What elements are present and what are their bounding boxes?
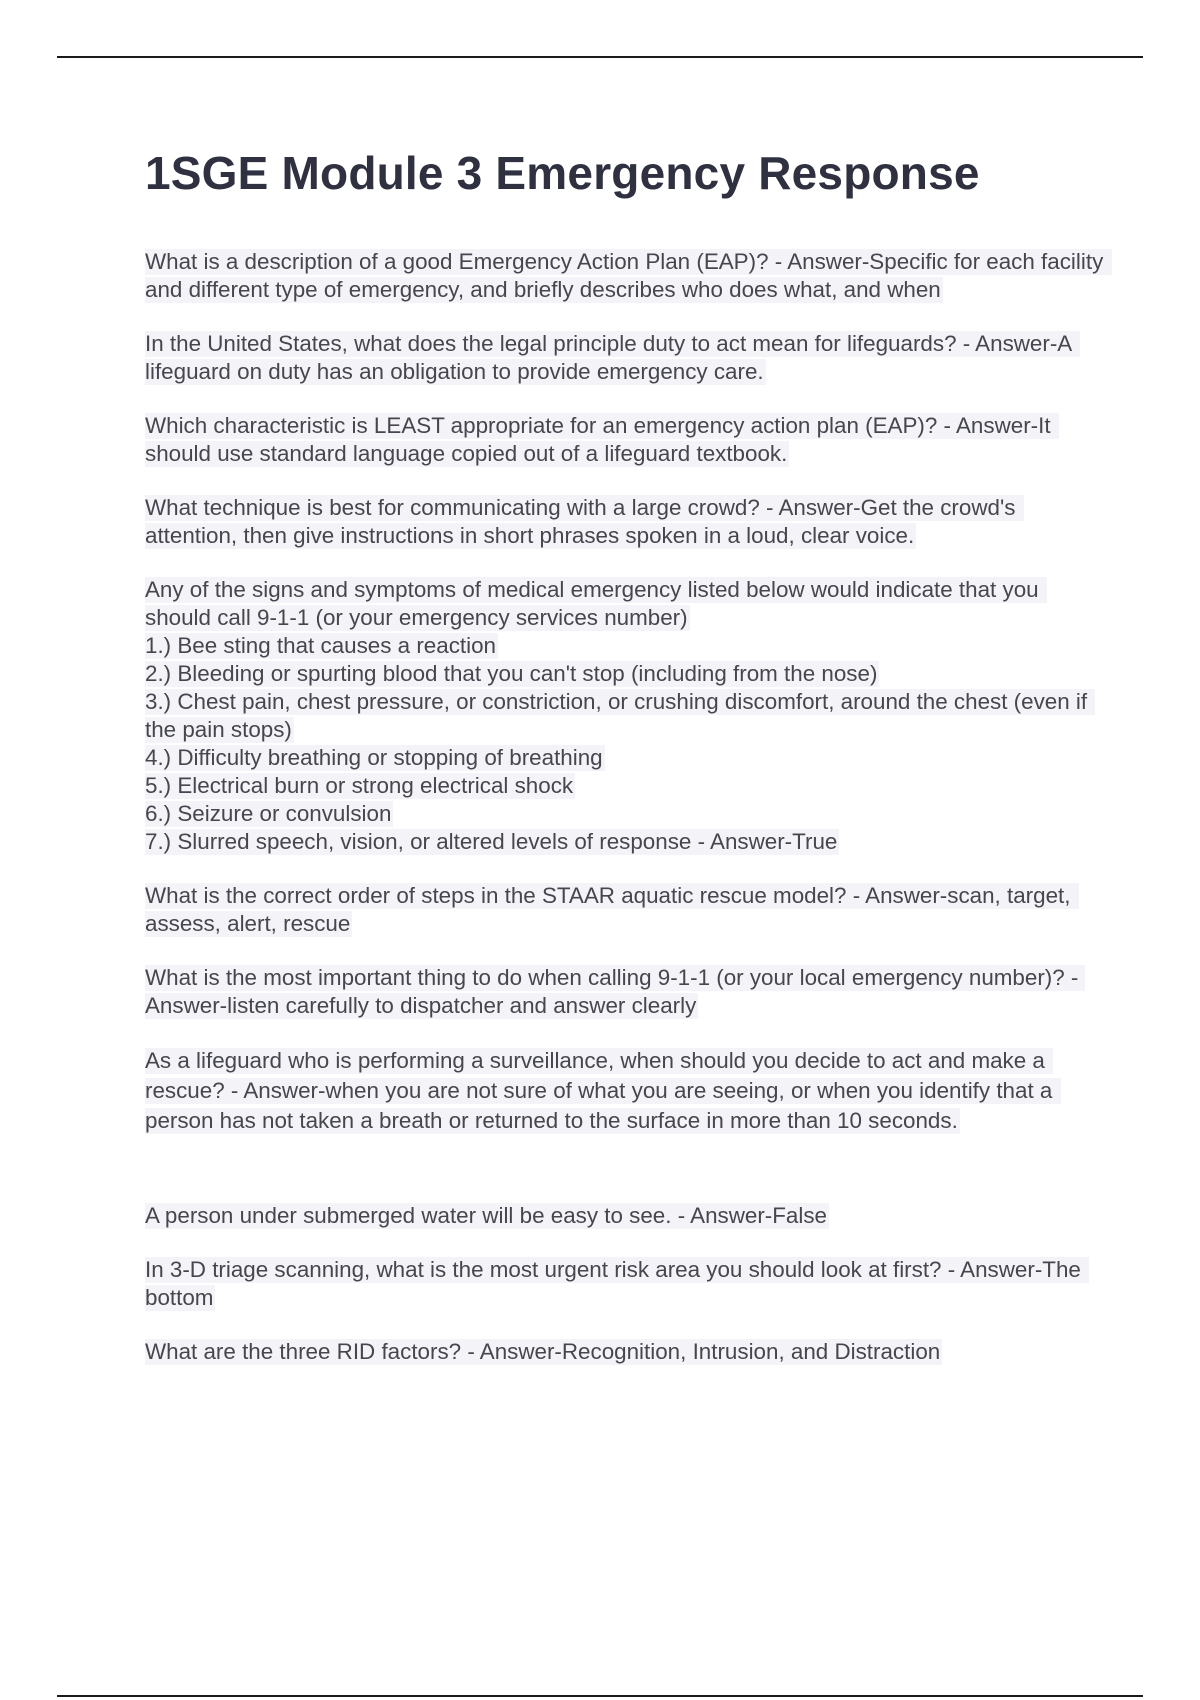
qa-text: Which characteristic is LEAST appropriate for an emergency action plan (EAP)? - Answer-It should use standard language copied out of a lifeguard textbook.	[145, 413, 1057, 466]
qa-text: A person under submerged water will be easy to see. - Answer-False	[145, 1203, 828, 1228]
qa-text: Any of the signs and symptoms of medical emergency listed below would indicate that you should call 9-1-1 (or your emergency services number) 1.) Bee sting that causes a reaction 2.) Bleeding or spurting blood that you can't stop (including from the nose) 3.) Chest pain, chest pressure, or constriction, or crushing discomfort, around the chest (even if the pain stops) 4.) Difficulty breathing or stopping of breathing 5.) Electrical burn or strong electrical shock 6.) Seizure or convulsion 7.) Slurred speech, vision, or altered levels of response - Answer-True	[145, 577, 1095, 855]
document-body	[145, 140, 1110, 1392]
top-rule	[57, 56, 1143, 58]
qa-item	[145, 1202, 1105, 1230]
qa-item	[145, 576, 1105, 856]
qa-text: In 3-D triage scanning, what is the most urgent risk area you should look at first? - Answer-The bottom	[145, 1257, 1088, 1310]
qa-text: What are the three RID factors? - Answer-Recognition, Intrusion, and Distraction	[145, 1339, 941, 1364]
qa-item	[145, 412, 1105, 468]
document-title: 1SGE Module 3 Emergency Response	[145, 147, 980, 199]
qa-text: What is a description of a good Emergency Action Plan (EAP)? - Answer-Specific for each facility and different type of emergency, and briefly describes who does what, and when	[145, 249, 1110, 302]
qa-text: What is the correct order of steps in the STAAR aquatic rescue model? - Answer-scan, target, assess, alert, rescue	[145, 883, 1077, 936]
qa-list	[145, 248, 1110, 1366]
qa-item	[145, 330, 1105, 386]
qa-text: What is the most important thing to do when calling 9-1-1 (or your local emergency number)? - Answer-listen carefully to dispatcher and answer clearly	[145, 965, 1084, 1018]
qa-text: As a lifeguard who is performing a surveillance, when should you decide to act and make a rescue? - Answer-when you are not sure of what you are seeing, or when you identify that a person has not taken a breath or returned to the surface in more than 10 seconds.	[145, 1048, 1059, 1133]
bottom-rule	[57, 1695, 1143, 1697]
qa-item	[145, 494, 1105, 550]
qa-text: In the United States, what does the legal principle duty to act mean for lifeguards? - Answer-A lifeguard on duty has an obligation to provide emergency care.	[145, 331, 1079, 384]
qa-text: What technique is best for communicating with a large crowd? - Answer-Get the crowd's attention, then give instructions in short phrases spoken in a loud, clear voice.	[145, 495, 1022, 548]
qa-item	[145, 1046, 1105, 1136]
qa-item	[145, 1338, 1105, 1366]
qa-item	[145, 1256, 1105, 1312]
qa-item	[145, 248, 1110, 304]
qa-item	[145, 964, 1105, 1020]
qa-item	[145, 882, 1105, 938]
